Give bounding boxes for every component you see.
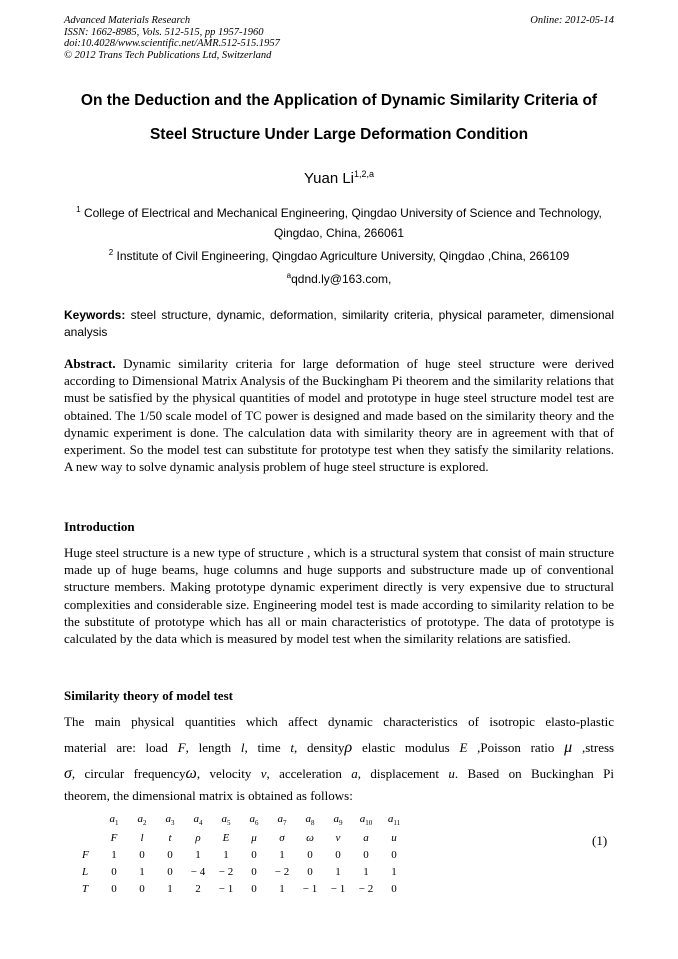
author bbox=[0, 169, 678, 187]
matrix-column-symbol: ω bbox=[306, 831, 314, 844]
matrix-column-symbol: u bbox=[391, 831, 397, 844]
copyright-line: © 2012 Trans Tech Publications Ltd, Switzerland bbox=[64, 49, 272, 61]
symbol-mu: μ bbox=[564, 739, 573, 756]
matrix-column-symbol: l bbox=[140, 831, 144, 844]
symbol-E: E bbox=[459, 740, 468, 755]
matrix-cell: 0 bbox=[307, 865, 313, 878]
keywords-text: steel structure, dynamic, deformation, similarity criteria, physical parameter, dimensional analysis bbox=[64, 308, 614, 339]
matrix-cell: 0 bbox=[111, 865, 117, 878]
email-marker: a bbox=[286, 271, 292, 280]
matrix-cell: 0 bbox=[251, 882, 257, 895]
paper-title-line2: Steel Structure Under Large Deformation Condition bbox=[149, 126, 529, 143]
similarity-line4: theorem, the dimensional matrix is obtained as follows: bbox=[64, 788, 353, 803]
matrix-column-symbol: E bbox=[222, 831, 230, 844]
matrix-column-symbol: a bbox=[363, 831, 369, 844]
symbol-rho: ρ bbox=[344, 739, 353, 756]
affiliation-2-text: Institute of Civil Engineering, Qingdao Agriculture University, Qingdao ,China, 266109 bbox=[116, 249, 570, 263]
affiliation-1-line1: College of Electrical and Mechanical Engineering, Qingdao University of Science and Technology, bbox=[83, 206, 602, 220]
matrix-column-symbol: σ bbox=[279, 831, 285, 844]
matrix-column-index: $a_2$ bbox=[137, 813, 147, 828]
symbol-v: v bbox=[260, 766, 267, 781]
author-superscript: 1,2,a bbox=[354, 169, 375, 179]
matrix-cell: − 4 bbox=[190, 865, 206, 878]
matrix-column-symbol: v bbox=[335, 831, 341, 844]
matrix-cell: 1 bbox=[111, 848, 117, 861]
abstract bbox=[64, 355, 614, 475]
journal-name: Advanced Materials Research bbox=[64, 15, 191, 26]
matrix-row bbox=[82, 846, 408, 863]
similarity-heading: Similarity theory of model test bbox=[64, 688, 233, 703]
matrix-cell: − 2 bbox=[218, 865, 234, 878]
matrix-symbol-row bbox=[82, 829, 408, 846]
matrix-cell: 0 bbox=[139, 848, 145, 861]
matrix-cell: 0 bbox=[363, 848, 369, 861]
symbol-omega: ω bbox=[185, 765, 197, 782]
matrix-column-symbol: t bbox=[168, 831, 172, 844]
matrix-cell: 0 bbox=[139, 882, 145, 895]
doi-line: doi:10.4028/www.scientific.net/AMR.512-515.1957 bbox=[64, 38, 280, 49]
abstract-text: Dynamic similarity criteria for large deformation of huge steel structure were derived according to Dimensional Matrix Analysis of the Buckingham Pi theorem and the similarity relations that must be satisfied by the physical quantities of model and prototype in huge steel structure model test are obtained. The 1/50 scale model of TC power is designed and made based on the similarity theory and the dynamic experiment is done. The calculation data with similarity theory are in agreement with that of experiment. So the model test can substitute for prototype test when they satisfy the similarity relations. A new way to solve dynamic analysis problem of huge steel structure is explored. bbox=[64, 356, 614, 475]
matrix-column-index: $a_5$ bbox=[221, 813, 231, 828]
matrix-row-label: T bbox=[82, 882, 89, 895]
email-text[interactable]: qdnd.ly@163.com, bbox=[291, 272, 392, 286]
matrix-column-index: $a_{11}$ bbox=[387, 813, 401, 828]
matrix-cell: − 1 bbox=[302, 882, 318, 895]
journal-header bbox=[64, 15, 280, 61]
affiliation-2-marker: 2 bbox=[108, 248, 114, 257]
affiliation-1 bbox=[64, 200, 614, 243]
similarity-line2: material are: load F, length l, time t, densityρ elastic modulus E ,Poisson ratio μ ,stress bbox=[64, 739, 615, 756]
paper-title-line1: On the Deduction and the Application of Dynamic Similarity Criteria of bbox=[80, 92, 598, 109]
online-date: Online: 2012-05-14 bbox=[530, 15, 614, 26]
matrix-cell: 0 bbox=[167, 865, 173, 878]
affiliation-1-marker: 1 bbox=[76, 205, 81, 214]
introduction-heading: Introduction bbox=[64, 519, 135, 534]
matrix-column-index: $a_{10}$ bbox=[359, 813, 373, 828]
author-email[interactable] bbox=[64, 266, 614, 289]
matrix-column-index: $a_9$ bbox=[333, 813, 343, 828]
matrix-cell: 0 bbox=[335, 848, 341, 861]
symbol-a: a bbox=[351, 766, 358, 781]
keywords-label: Keywords: bbox=[64, 308, 126, 322]
matrix-cell: 1 bbox=[363, 865, 369, 878]
matrix-index-row bbox=[82, 812, 408, 829]
matrix-column-symbol: μ bbox=[251, 831, 257, 844]
abstract-label: Abstract. bbox=[64, 356, 116, 371]
matrix-cell: 0 bbox=[111, 882, 117, 895]
symbol-F: F bbox=[177, 740, 186, 755]
matrix-cell: 2 bbox=[195, 882, 201, 895]
matrix-cell: − 2 bbox=[358, 882, 374, 895]
matrix-column-symbol: F bbox=[110, 831, 118, 844]
matrix-cell: 1 bbox=[279, 848, 285, 861]
matrix-column-index: $a_1$ bbox=[109, 813, 119, 828]
matrix-column-index: $a_4$ bbox=[193, 813, 203, 828]
matrix-cell: 0 bbox=[167, 848, 173, 861]
matrix-cell: 0 bbox=[251, 865, 257, 878]
symbol-u: u bbox=[448, 766, 455, 781]
matrix-cell: − 2 bbox=[274, 865, 290, 878]
matrix-row bbox=[82, 880, 408, 897]
keywords bbox=[64, 307, 614, 341]
matrix-cell: 1 bbox=[195, 848, 201, 861]
matrix-column-symbol: ρ bbox=[195, 831, 201, 844]
similarity-paragraph bbox=[64, 709, 614, 805]
matrix-row-label: L bbox=[82, 865, 89, 878]
matrix-cell: 1 bbox=[167, 882, 173, 895]
matrix-corner bbox=[82, 812, 100, 829]
matrix-column-index: $a_7$ bbox=[277, 813, 287, 828]
matrix-cell: 1 bbox=[139, 865, 145, 878]
symbol-sigma: σ bbox=[64, 765, 72, 782]
matrix-cell: − 1 bbox=[330, 882, 346, 895]
matrix-cell: 1 bbox=[391, 865, 397, 878]
matrix-cell: 1 bbox=[223, 848, 229, 861]
matrix-row bbox=[82, 863, 408, 880]
matrix-column-index: $a_6$ bbox=[249, 813, 259, 828]
dimensional-matrix bbox=[82, 812, 408, 897]
author-name: Yuan Li bbox=[303, 170, 354, 187]
matrix-cell: 1 bbox=[279, 882, 285, 895]
symbol-l: l bbox=[240, 740, 245, 755]
matrix-column-index: $a_8$ bbox=[305, 813, 315, 828]
affiliation-1-line2: Qingdao, China, 266061 bbox=[273, 226, 405, 240]
matrix-column-index: $a_3$ bbox=[165, 813, 175, 828]
matrix-cell: 0 bbox=[307, 848, 313, 861]
introduction-text: Huge steel structure is a new type of structure , which is a structural system that consist of main structure made up of huge beams, huge columns and huge supports and substructure made up of conventional structure members. Making prototype dynamic experiment directly is very expensive due to structural complexities and considerable size. Engineering model test is made according to similarity relation to be the substitute of prototype which has all or main characteristics of prototype. The data of prototype is calculated by the data which is measured by model test when the similarity relations are satisfied. bbox=[64, 545, 614, 647]
matrix-corner bbox=[82, 829, 100, 846]
matrix-table bbox=[82, 812, 408, 897]
matrix-row-label: F bbox=[82, 848, 89, 861]
issn-line: ISSN: 1662-8985, Vols. 512-515, pp 1957-1960 bbox=[64, 26, 264, 38]
matrix-cell: 0 bbox=[391, 848, 397, 861]
matrix-cell: 0 bbox=[251, 848, 257, 861]
equation-number: (1) bbox=[592, 833, 608, 848]
symbol-t: t bbox=[290, 740, 294, 755]
affiliation-2 bbox=[64, 243, 614, 266]
matrix-cell: 0 bbox=[391, 882, 397, 895]
matrix-cell: − 1 bbox=[218, 882, 234, 895]
similarity-line3: σ, circular frequencyω, velocity v, acceleration a, displacement u. Based on Buckinghan Pi bbox=[64, 765, 615, 782]
similarity-line1: The main physical quantities which affect dynamic characteristics of isotropic elasto-plastic bbox=[64, 714, 614, 729]
matrix-cell: 1 bbox=[335, 865, 341, 878]
